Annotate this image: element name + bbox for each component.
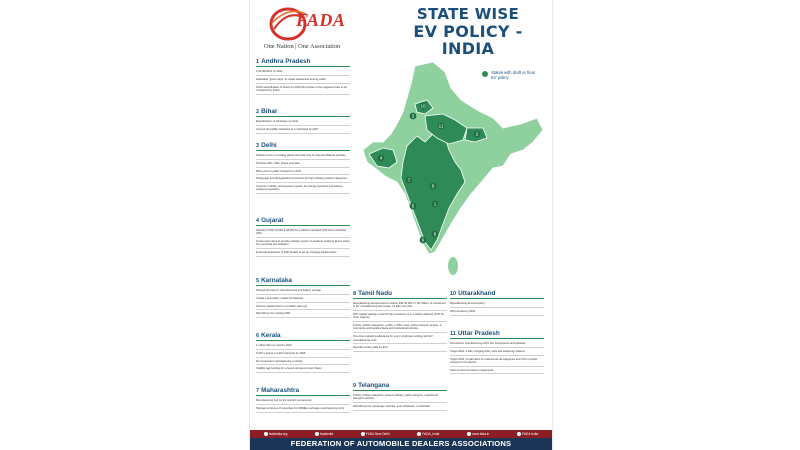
facebook-icon xyxy=(264,432,268,436)
section-number: 9 xyxy=(353,382,357,389)
list-item: Pollution cess on existing diesel cars and cess of new petrol/diesel vehicles xyxy=(256,153,350,160)
section-gujarat xyxy=(256,217,350,258)
section-title: Bihar xyxy=(261,108,278,115)
list-item: Policies focused on manufacturing and battery storage xyxy=(256,288,350,295)
page-title xyxy=(390,6,546,57)
svg-text:7: 7 xyxy=(407,177,411,183)
list-item: Manufacturing hub for EV and EV components xyxy=(256,398,350,405)
marker-kerala xyxy=(420,237,427,244)
svg-text:10: 10 xyxy=(420,103,426,109)
svg-text:8: 8 xyxy=(433,231,437,237)
organization-name: FEDERATION OF AUTOMOBILE DEALERS ASSOCIATIONS xyxy=(250,438,552,450)
list-item: Focused on manufacturing of EV, EV components and batteries xyxy=(450,341,544,348)
list-item: Retrofitment for passenger vehicles, auto-rickshaws, e-rickshaws xyxy=(353,404,447,411)
list-item: Manufacturing-focused policy xyxy=(450,301,544,308)
svg-text:6: 6 xyxy=(421,237,425,243)
section-title: Delhi xyxy=(261,142,277,149)
social-youtube[interactable]: FADA India xyxy=(517,432,538,436)
list-item: Manufacturing-focused aims to attract INR 50,000 Cr ($7 billion) of investment in EV manufacturing and create 1.5 lakh new jobs xyxy=(353,301,447,311)
section-number: 1 xyxy=(256,58,260,65)
ev-policy-poster xyxy=(250,0,552,450)
list-item: 100% electrification of buses by 2029 (first phase in four targeted cities to be completed by 2024) xyxy=(256,85,350,95)
section-number: 7 xyxy=(256,387,260,394)
marker-telangana xyxy=(430,183,437,190)
svg-text:1: 1 xyxy=(433,201,437,207)
list-item: Government aims to provide subsidy support to students studying above Class 9 to purchase two-wheelers xyxy=(256,239,350,249)
section-uttar-pradesh xyxy=(450,330,544,375)
svg-text:4: 4 xyxy=(379,155,383,161)
section-number: 5 xyxy=(256,277,260,284)
section-title: Telangana xyxy=(358,382,390,389)
india-map xyxy=(353,58,548,283)
list-item: 50% capital subsidy on land if the investment is in southern districts (15% for other regions) xyxy=(353,312,447,322)
section-karnataka xyxy=(256,277,350,319)
list-item: Prioritise 2Ws, 3Ws, buses and cabs xyxy=(256,161,350,168)
list-item: Priority vehicle categories: shared mobility, public transport, institutional transport vehicles xyxy=(353,393,447,403)
map-legend xyxy=(482,70,537,80)
list-item: Common mobility card payment system for energy operators and battery-swapping operators xyxy=(256,184,350,194)
instagram-icon xyxy=(417,432,421,436)
social-bar xyxy=(250,430,552,438)
marker-maharashtra xyxy=(406,177,413,184)
list-item: 6,000 e-buses in public transport by 2025 xyxy=(256,351,350,358)
section-title: Uttarakhand xyxy=(458,290,496,297)
list-item: One-time marketing allowance for every employee working with EV manufacturing units xyxy=(353,334,447,344)
list-item: 1,00,000 EVs by 2024 xyxy=(256,69,350,76)
svg-text:9: 9 xyxy=(431,183,435,189)
sri-lanka-shape xyxy=(448,257,458,275)
tagline: One Nation | One Association xyxy=(264,43,341,50)
section-title: Uttar Pradesh xyxy=(457,330,500,337)
section-title: Kerala xyxy=(261,332,281,339)
marker-andhra-pradesh xyxy=(432,201,439,208)
section-kerala xyxy=(256,332,350,374)
social-linkedin[interactable]: FADA New Delhi xyxy=(361,432,390,436)
section-telangana xyxy=(353,382,447,412)
section-delhi xyxy=(256,142,350,195)
svg-text:5: 5 xyxy=(411,203,415,209)
list-item: Financial assistance of INR 10 lakh to set up charging infrastructure xyxy=(256,250,350,257)
marker-karnataka xyxy=(410,203,417,210)
section-number: 2 xyxy=(256,108,260,115)
list-item: 50% e-bus in public transport by 2023 xyxy=(256,169,350,176)
list-item: Create a secondary market for batteries xyxy=(256,296,350,303)
section-title: Andhra Pradesh xyxy=(261,58,311,65)
globe-icon xyxy=(467,432,471,436)
section-number: 3 xyxy=(256,142,260,149)
list-item: Target 2024: 2 lakh charging (fast, slow and swapping) stations xyxy=(450,349,544,356)
list-item: Convert all paddle rickshaws to e-rickshaws by 2027 xyxy=(256,127,350,134)
svg-text:11: 11 xyxy=(438,123,444,129)
social-twitter[interactable]: fadaindia xyxy=(315,432,333,436)
section-number: 6 xyxy=(256,332,260,339)
list-item: Scrappage and deregistration incentives for high-polluting vehicle categories xyxy=(256,176,350,183)
list-item: 300 e-buses by 2030 xyxy=(450,309,544,316)
list-item: EV component manufacturing a priority xyxy=(256,359,350,366)
section-title: Tamil Nadu xyxy=(358,290,393,297)
section-andhra-pradesh xyxy=(256,58,350,96)
social-instagram[interactable]: FADA_India xyxy=(417,432,439,436)
svg-text:2: 2 xyxy=(475,131,479,137)
list-item: Dedicated "green days" to create awareness among public xyxy=(256,77,350,84)
title-line-2: EV POLICY - INDIA xyxy=(413,22,523,58)
section-tamil-nadu xyxy=(353,290,447,353)
logo-wordmark: FADA xyxy=(296,10,346,30)
section-number: 10 xyxy=(450,290,457,297)
section-maharashtra xyxy=(256,387,350,414)
marker-uttar-pradesh xyxy=(438,123,445,130)
list-item: Venture capital fund for e-mobility start-ups xyxy=(256,304,350,311)
list-item: Priority vehicle categories: e-2Ws, e-3Ws, taxis, public transport (e-bus), e-commerce and logistics fleets and institutional vehicles xyxy=(353,323,447,333)
youtube-icon xyxy=(517,432,521,436)
section-uttarakhand xyxy=(450,290,544,317)
title-line-1: STATE WISE xyxy=(416,5,520,23)
linkedin-icon xyxy=(361,432,365,436)
section-number: 11 xyxy=(450,330,456,337)
list-item: Electrification of rickshaws a priority xyxy=(256,119,350,126)
section-number: 4 xyxy=(256,217,260,224)
social-website[interactable]: www.fada.in xyxy=(467,432,489,436)
marker-bihar xyxy=(474,131,481,138)
list-item: Target 2030: 10 lakh EVs on road across all categories and 70% of public transport to be electric xyxy=(450,357,544,367)
section-number: 8 xyxy=(353,290,357,297)
marker-tamil-nadu xyxy=(432,231,439,238)
list-item: Subsidy of INR 12,000 & 48,000 for a battery-operated e2W and e-rickshaw (3W) xyxy=(256,228,350,238)
list-item: Retrofitment for existing 3Ws xyxy=(256,311,350,318)
section-title: Karnataka xyxy=(261,277,292,284)
social-facebook[interactable]: fadaindia.org xyxy=(264,432,287,436)
list-item: Special number plate for EVs xyxy=(353,345,447,352)
twitter-icon xyxy=(315,432,319,436)
list-item: Viability gap funding for e-buses and government fleets xyxy=(256,366,350,373)
legend-swatch xyxy=(482,71,488,77)
marker-delhi xyxy=(410,113,417,120)
list-item: 1 million EVs on road by 2022 xyxy=(256,343,350,350)
section-title: Maharashtra xyxy=(261,387,300,394)
marker-uttarakhand xyxy=(420,103,427,110)
legend-label: States with draft or final EV policy xyxy=(491,70,535,80)
section-bihar xyxy=(256,108,350,135)
svg-text:3: 3 xyxy=(411,113,415,119)
list-item: Start-up and innovation programmes xyxy=(450,368,544,375)
list-item: Package schemes of incentives for MSMEs and large manufacturing units xyxy=(256,406,350,413)
section-title: Gujarat xyxy=(261,217,284,224)
marker-gujarat xyxy=(378,155,385,162)
